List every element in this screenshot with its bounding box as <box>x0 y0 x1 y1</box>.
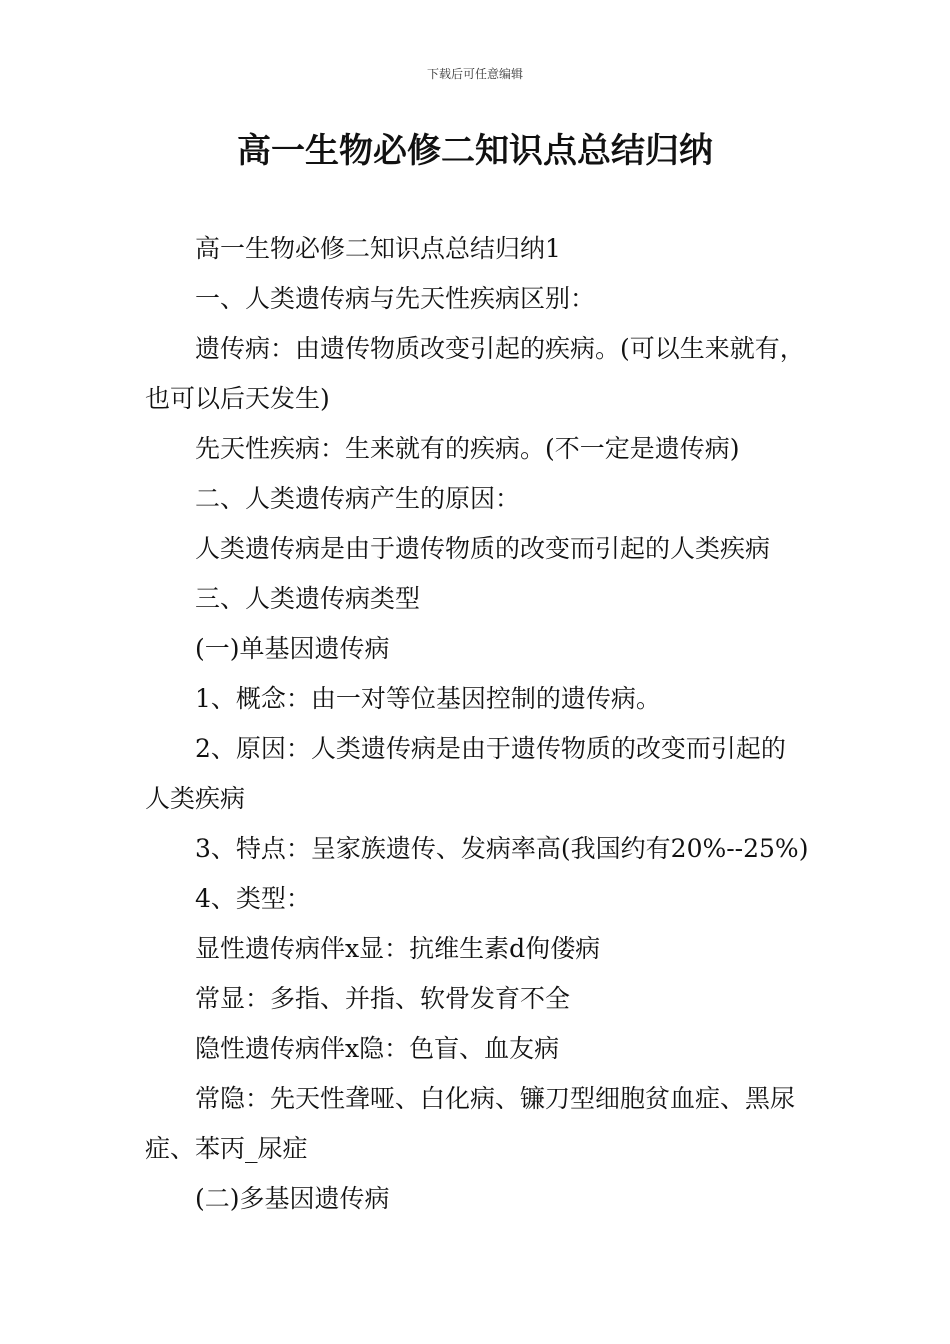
paragraph-subsection-2-heading: (二)多基因遗传病 <box>195 1184 390 1213</box>
paragraph-autosomal-recessive: 常隐：先天性聋哑、白化病、镰刀型细胞贫血症、黑尿症、苯丙_尿症 <box>145 1084 796 1163</box>
paragraph-subsection-1-heading: (一)单基因遗传病 <box>195 634 390 663</box>
document-body <box>145 224 810 1224</box>
paragraph-types-heading: 4、类型： <box>195 884 311 913</box>
header-note: 下载后可任意编辑 <box>426 67 523 81</box>
paragraph-concept: 1、概念：由一对等位基因控制的遗传病。 <box>195 684 661 713</box>
page-title: 高一生物必修二知识点总结归纳 <box>237 131 713 171</box>
paragraph-section-3-heading: 三、人类遗传病类型 <box>195 584 421 613</box>
paragraph-subtitle: 高一生物必修二知识点总结归纳1 <box>195 234 561 263</box>
paragraph-x-dominant: 显性遗传病伴x显：抗维生素d佝偻病 <box>195 934 601 963</box>
paragraph-reason: 2、原因：人类遗传病是由于遗传物质的改变而引起的人类疾病 <box>145 734 786 813</box>
paragraph-x-recessive: 隐性遗传病伴x隐：色盲、血友病 <box>195 1034 560 1063</box>
paragraph-features: 3、特点：呈家族遗传、发病率高(我国约有20%--25%) <box>195 834 809 863</box>
paragraph-section-1-heading: 一、人类遗传病与先天性疾病区别： <box>195 284 596 313</box>
paragraph-section-2-heading: 二、人类遗传病产生的原因： <box>195 484 521 513</box>
paragraph-autosomal-dominant: 常显：多指、并指、软骨发育不全 <box>195 984 571 1013</box>
paragraph-genetic-disease-definition: 遗传病：由遗传物质改变引起的疾病。(可以生来就有，也可以后天发生) <box>145 334 805 413</box>
paragraph-cause: 人类遗传病是由于遗传物质的改变而引起的人类疾病 <box>195 534 771 563</box>
paragraph-congenital-disease-definition: 先天性疾病：生来就有的疾病。(不一定是遗传病) <box>195 434 740 463</box>
